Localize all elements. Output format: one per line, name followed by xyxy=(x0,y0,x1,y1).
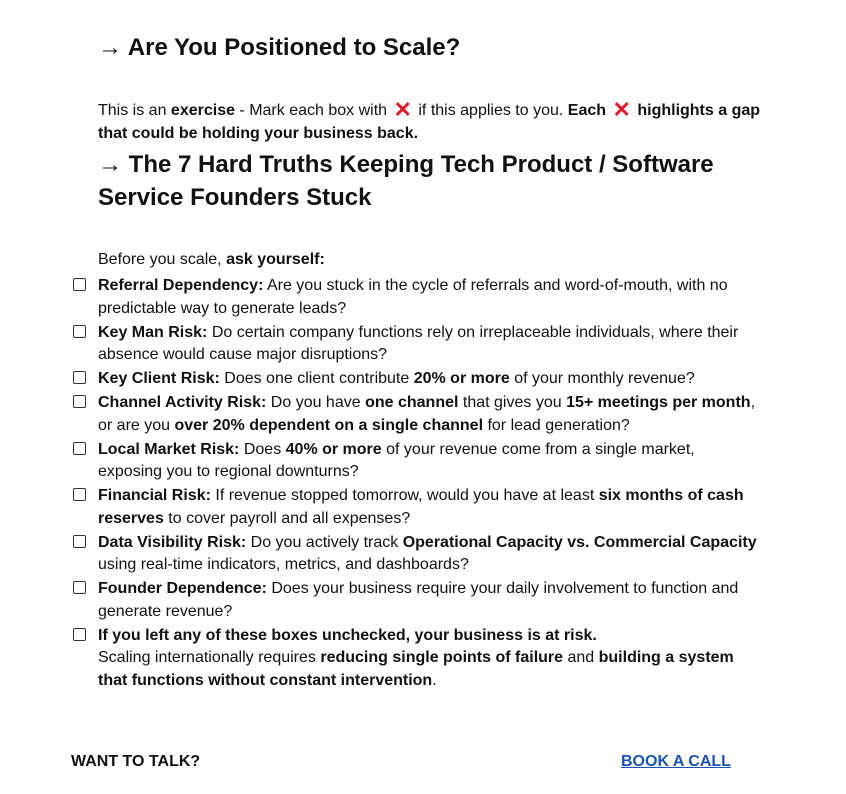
intro-exercise-bold: exercise xyxy=(170,102,235,119)
checklist-item xyxy=(98,368,758,391)
checkbox[interactable] xyxy=(73,488,86,501)
checklist-item xyxy=(98,532,758,577)
item-bold-text: If you left any of these boxes unchecked, your business is at risk. xyxy=(98,626,597,644)
item-bold-text: one channel xyxy=(365,394,459,411)
item-text: Does xyxy=(239,440,286,458)
intro-text-3: if this applies to you. xyxy=(413,102,568,119)
item-bold-text: 40% or more xyxy=(285,440,382,458)
section-heading-hard-truths: → The 7 Hard Truths Keeping Tech Product / Software Service Founders Stuck xyxy=(98,151,714,211)
item-bold-text: Financial Risk: xyxy=(98,487,211,504)
item-text: Does your business require your daily involvement to function and generate revenue? xyxy=(98,580,739,620)
item-bold-text: Data Visibility Risk: xyxy=(98,533,247,551)
item-bold-text: building a system that functions without constant intervention xyxy=(98,649,734,689)
item-bold-text: Channel Activity Risk: xyxy=(98,394,267,411)
checkbox[interactable] xyxy=(73,325,86,338)
checklist-item xyxy=(98,275,758,320)
item-text: of your revenue come from a single market, exposing you to regional downturns? xyxy=(98,440,695,480)
item-text: using real-time indicators, metrics, and dashboards? xyxy=(98,556,469,573)
checkbox[interactable] xyxy=(73,628,86,641)
checklist-item xyxy=(98,439,758,484)
item-bold-text: Local Market Risk: xyxy=(98,440,240,458)
item-text: and xyxy=(563,649,599,666)
item-bold-text: Operational Capacity vs. Commercial Capacity xyxy=(402,533,757,551)
item-text: Do you actively track xyxy=(246,533,403,551)
ask-plain: Before you scale, xyxy=(98,251,227,268)
item-text: Scaling internationally requires xyxy=(98,649,321,666)
section-heading-scale: → Are You Positioned to Scale? xyxy=(98,34,461,61)
item-text: , or are you xyxy=(98,394,756,434)
intro-text-2: - Mark each box with xyxy=(234,102,392,119)
checklist-item xyxy=(98,578,758,623)
ask-bold: ask yourself: xyxy=(226,251,325,268)
checklist-item xyxy=(98,625,758,693)
x-mark-icon: ✕ xyxy=(612,97,631,122)
item-text: If revenue stopped tomorrow, would you have at least xyxy=(210,487,599,504)
checkbox[interactable] xyxy=(73,395,86,408)
item-bold-text: Key Man Risk: xyxy=(98,323,208,341)
item-text: Do certain company functions rely on irreplaceable individuals, where their absence would cause major disruptions? xyxy=(98,323,739,363)
item-bold-text: Referral Dependency: xyxy=(98,277,264,294)
item-bold-text: Key Client Risk: xyxy=(98,370,220,387)
item-text: to cover payroll and all expenses? xyxy=(163,509,411,527)
item-bold-text: Founder Dependence: xyxy=(98,580,267,597)
item-text: Are you stuck in the cycle of referrals and word-of-mouth, with no predictable way to generate leads? xyxy=(98,277,728,317)
ask-yourself-line xyxy=(98,248,325,271)
x-mark-icon: ✕ xyxy=(393,97,412,122)
intro-gap-bold: highlights a gap that could be holding your business back. xyxy=(98,102,761,142)
book-a-call-link[interactable]: BOOK A CALL xyxy=(621,753,731,770)
checkbox[interactable] xyxy=(73,278,86,291)
intro-text-1: This is an xyxy=(98,102,171,119)
item-text: for lead generation? xyxy=(483,416,630,434)
checkbox[interactable] xyxy=(73,442,86,455)
checklist-item xyxy=(98,485,758,530)
intro-paragraph xyxy=(98,99,763,145)
checklist-item xyxy=(98,322,758,367)
want-to-talk-label: WANT TO TALK? xyxy=(71,753,201,770)
item-bold-text: six months of cash reserves xyxy=(98,487,744,527)
item-text: that gives you xyxy=(458,394,567,411)
item-bold-text: over 20% dependent on a single channel xyxy=(174,416,484,434)
checkbox[interactable] xyxy=(73,535,86,548)
checkbox[interactable] xyxy=(73,371,86,384)
checklist xyxy=(98,275,758,694)
item-bold-text: 15+ meetings per month xyxy=(566,394,751,411)
checkbox[interactable] xyxy=(73,581,86,594)
item-bold-text: reducing single points of failure xyxy=(320,649,564,666)
item-text: Do you have xyxy=(266,394,366,411)
intro-each-bold: Each xyxy=(567,102,611,119)
item-text: Does one client contribute xyxy=(219,370,414,387)
item-bold-text: 20% or more xyxy=(413,370,510,387)
item-text: . xyxy=(432,671,437,689)
item-text: of your monthly revenue? xyxy=(509,370,695,387)
checklist-item xyxy=(98,392,758,437)
